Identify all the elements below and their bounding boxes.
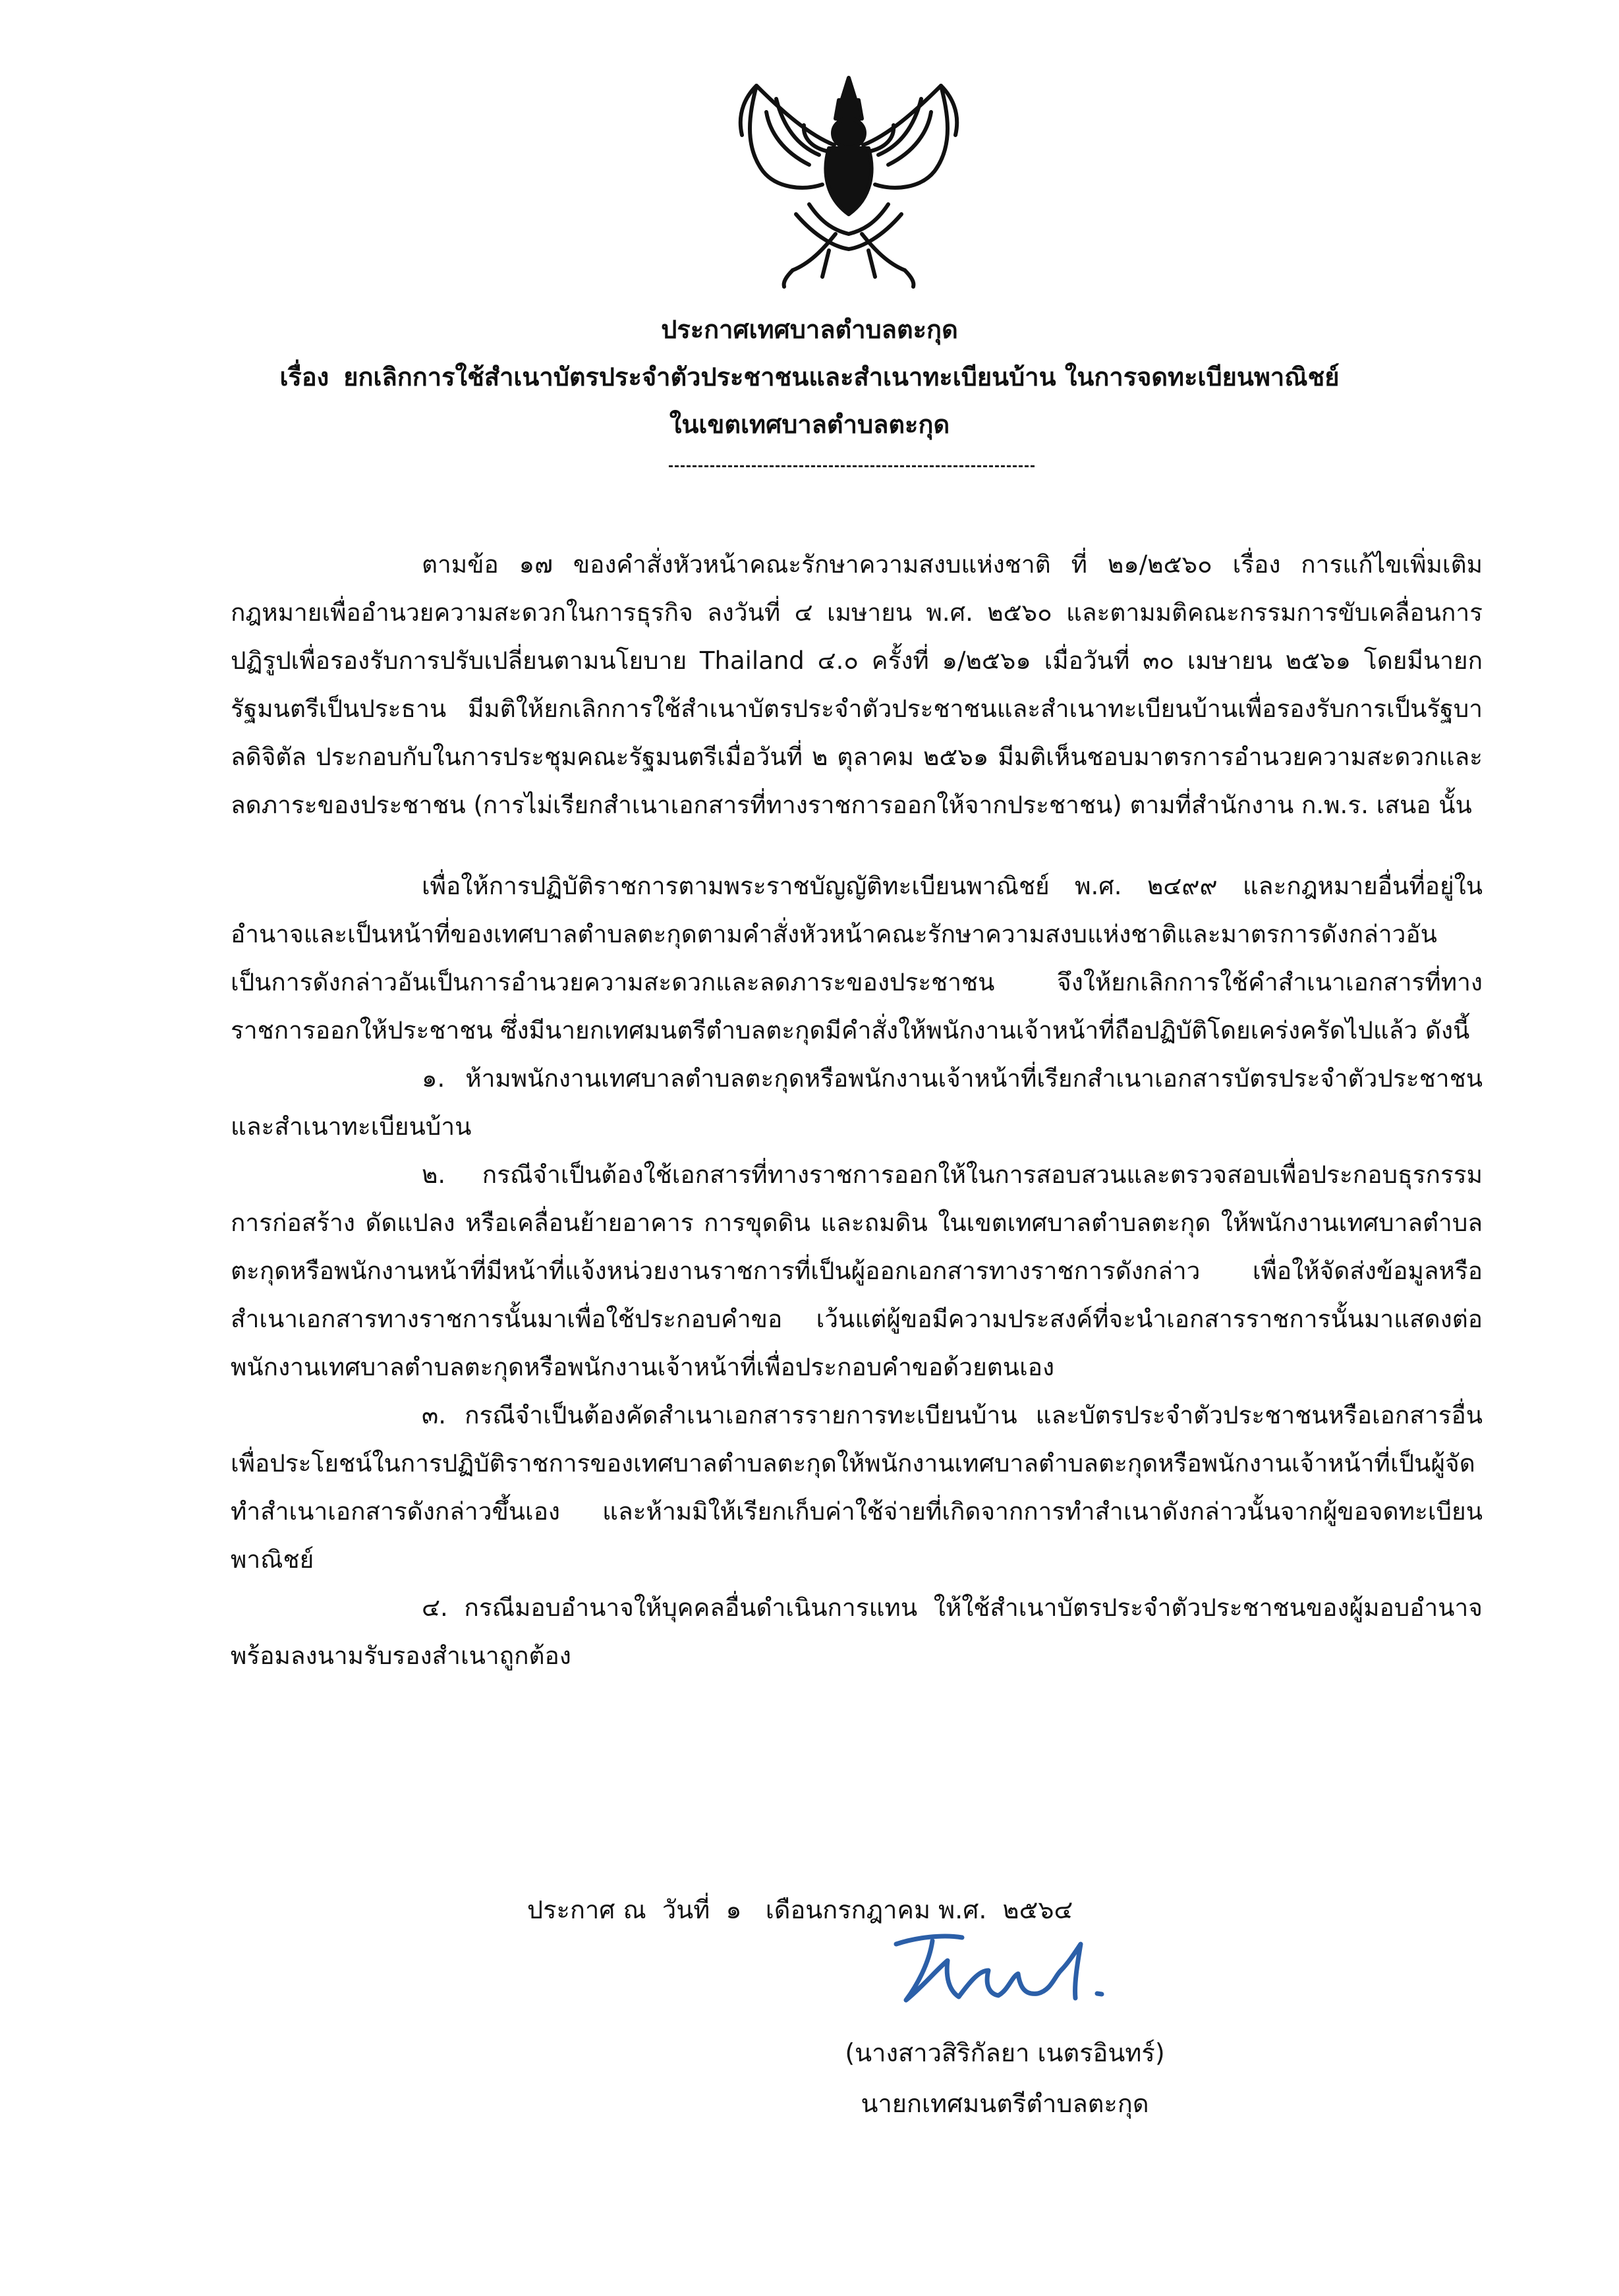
announcement-date: ประกาศ ณ วันที่ ๑ เดือนกรกฎาคม พ.ศ. ๒๕๖๔ (527, 1895, 1073, 1924)
item-4: ๔. กรณีมอบอำนาจให้บุคคลอื่นดำเนินการแทน ให้ใช้สำเนาบัตรประจำตัวประชาชนของผู้มอบอำนาจ พร้อมลงนามรับรองสำเนาถูกต้อง (231, 1593, 1483, 1670)
item-2: ๒. กรณีจำเป็นต้องใช้เอกสารที่ทางราชการออกให้ในการสอบสวนและตรวจสอบเพื่อประกอบธุรกรรมการก่อสร้าง ดัดแปลง หรือเคลื่อนย้ายอาคาร การขุดดิน และถมดิน ในเขตเทศบาลตำบลตะกุด ให้พนักงานเทศบาลตำบลตะกุดหรือพนักงานหน้าที่มีหน้าที่แจ้งหน่วยงานราชการที่เป็นผู้ออกเอกสารทางราชการดังกล่าว เพื่อให้จัดส่งข้อมูลหรือสำเนาเอกสารทางราชการนั้นมาเพื่อใช้ประกอบคำขอ เว้นแต่ผู้ขอมีความประสงค์ที่จะนำเอกสารราชการนั้นมาแสดงต่อพนักงานเทศบาลตำบลตะกุดหรือพนักงานเจ้าหน้าที่เพื่อประกอบคำขอด้วยตนเอง (231, 1161, 1483, 1381)
signatory-position: นายกเทศมนตรีตำบลตะกุด (861, 2089, 1149, 2118)
page-title: ประกาศเทศบาลตำบลตะกุด (661, 315, 958, 344)
handwritten-signature-icon (870, 1924, 1133, 2017)
paragraph-purpose: เพื่อให้การปฏิบัติราชการตามพระราชบัญญัติทะเบียนพาณิชย์ พ.ศ. ๒๔๙๙ และกฎหมายอื่นที่อยู่ในอำนาจและเป็นหน้าที่ของเทศบาลตำบลตะกุดตามคำสั่งหัวหน้าคณะรักษาความสงบแห่งชาติและมาตรการดังกล่าวอันเป็นการดังกล่าวอันเป็นการอำนวยความสะดวกและลดภาระของประชาชน จึงให้ยกเลิกการใช้คำสำเนาเอกสารที่ทางราชการออกให้ประชาชน ซึ่งมีนายกเทศมนตรีตำบลตะกุดมีคำสั่งให้พนักงานเจ้าหน้าที่ถือปฏิบัติโดยเคร่งครัดไปแล้ว ดังนี้ (231, 872, 1483, 1045)
item-1: ๑. ห้ามพนักงานเทศบาลตำบลตะกุดหรือพนักงานเจ้าหน้าที่เรียกสำเนาเอกสารบัตรประจำตัวประชาชนและสำเนาทะเบียนบ้าน (231, 1064, 1483, 1141)
subject-line (198, 356, 1421, 398)
header-divider (669, 465, 1035, 467)
subject-label: เรื่อง (279, 362, 329, 391)
paragraph-preamble: ตามข้อ ๑๗ ของคำสั่งหัวหน้าคณะรักษาความสงบแห่งชาติ ที่ ๒๑/๒๕๖๐ เรื่อง การแก้ไขเพิ่มเติมกฎหมายเพื่ออำนวยความสะดวกในการธุรกิจ ลงวันที่ ๔ เมษายน พ.ศ. ๒๕๖๐ และตามมติคณะกรรมการขับเคลื่อนการปฏิรูปเพื่อรองรับการปรับเปลี่ยนตามนโยบาย Thailand ๔.๐ ครั้งที่ ๑/๒๕๖๑ เมื่อวันที่ ๓๐ เมษายน ๒๕๖๑ โดยมีนายกรัฐมนตรีเป็นประธาน มีมติให้ยกเลิกการใช้สำเนาบัตรประจำตัวประชาชนและสำเนาทะเบียนบ้านเพื่อรองรับการเป็นรัฐบาลดิจิตัล ประกอบกับในการประชุมคณะรัฐมนตรีเมื่อวันที่ ๒ ตุลาคม ๒๕๖๑ มีมติเห็นชอบมาตรการอำนวยความสะดวกและลดภาระของประชาชน (การไม่เรียกสำเนาเอกสารที่ทางราชการออกให้จากประชาชน) ตามที่สำนักงาน ก.พ.ร. เสนอ นั้น (231, 550, 1483, 819)
area-line: ในเขตเทศบาลตำบลตะกุด (669, 410, 950, 439)
subject-text: ยกเลิกการใช้สำเนาบัตรประจำตัวประชาชนและสำเนาทะเบียนบ้าน ในการจดทะเบียนพาณิชย์ (343, 362, 1340, 391)
announcement-body (231, 540, 1483, 1680)
garuda-emblem-icon (730, 72, 967, 290)
item-3: ๓. กรณีจำเป็นต้องคัดสำเนาเอกสารรายการทะเบียนบ้าน และบัตรประจำตัวประชาชนหรือเอกสารอื่น เพื่อประโยชน์ในการปฏิบัติราชการของเทศบาลตำบลตะกุดให้พนักงานเทศบาลตำบลตะกุดหรือพนักงานเจ้าหน้าที่เป็นผู้จัดทำสำเนาเอกสารดังกล่าวขึ้นเอง และห้ามมิให้เรียกเก็บค่าใช้จ่ายที่เกิดจากการทำสำเนาดังกล่าวนั้นจากผู้ขอจดทะเบียนพาณิชย์ (231, 1401, 1483, 1574)
signatory-name: (นางสาวสิริกัลยา เนตรอินทร์) (845, 2038, 1165, 2067)
